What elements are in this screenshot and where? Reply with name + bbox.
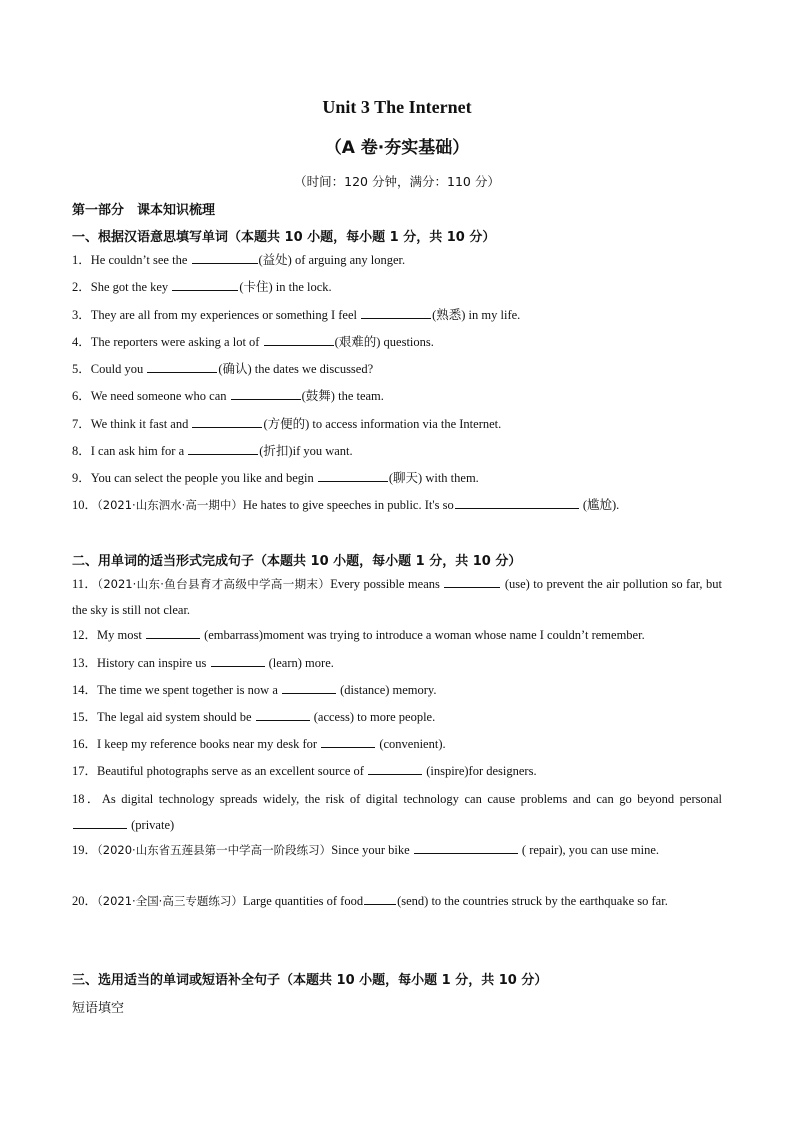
answer-blank[interactable] [192,415,262,428]
question-text-before: He couldn’t see the [90,253,191,267]
question-source: （2021·全国·高三专题练习） [97,894,243,908]
question-3 [72,302,722,328]
question-text-after: (熟悉) in my life. [432,308,521,322]
question-text-after: (inspire)for designers. [423,764,537,778]
answer-blank[interactable] [318,469,388,482]
question-text-after: (聊天) with them. [388,471,479,485]
question-text-before: As digital technology spreads widely, the risk of digital technology can cause problems and can go beyond personal [101,792,722,806]
question-number: 14． [72,683,98,697]
question-number: 10． [72,498,98,512]
question-number: 1． [72,253,91,267]
question-number: 20． [72,894,98,908]
answer-blank[interactable] [192,251,258,264]
question-number: 19． [72,843,98,857]
question-number: 11． [72,577,98,591]
question-text-after: (鼓舞) the team. [301,389,384,403]
question-number: 2． [72,280,91,294]
answer-blank[interactable] [368,762,422,775]
question-text-after: (方便的) to access information via the Internet. [263,417,502,431]
question-number: 12． [72,628,98,642]
question-number: 8． [72,444,91,458]
section3-subheading: 短语填空 [72,1001,125,1016]
question-text-before: Since your bike [331,843,413,857]
question-text-after: (use) to prevent the air pollution so far, but the sky is still not clear. [72,577,722,617]
question-8 [72,438,722,464]
part-heading: 第一部分 课本知识梳理 [72,203,216,218]
question-number: 7． [72,417,91,431]
answer-blank[interactable] [147,360,217,373]
answer-blank[interactable] [211,654,265,667]
answer-blank[interactable] [231,387,301,400]
page-subtitle: （A 卷·夯实基础） [324,138,470,158]
answer-blank[interactable] [73,816,127,829]
answer-blank[interactable] [414,841,518,854]
answer-blank[interactable] [264,333,334,346]
question-text-before: Every possible means [330,577,444,591]
section1-heading: 一、根据汉语意思填写单词（本题共 10 小题，每小题 1 分，共 10 分） [72,230,496,245]
question-15 [72,704,722,730]
question-text-before: She got the key [90,280,172,294]
question-text-before: Beautiful photographs serve as an excellent source of [97,764,368,778]
question-text-before: We need someone who can [90,389,230,403]
question-text-before: The time we spent together is now a [97,683,281,697]
question-18 [72,786,722,838]
question-14 [72,677,722,703]
question-text-after: (send) to the countries struck by the earthquake so far. [397,894,668,908]
question-text-after: (确认) the dates we discussed? [218,362,374,376]
question-number: 16． [72,737,98,751]
question-text-before: History can inspire us [97,656,210,670]
question-10 [72,492,722,518]
answer-blank[interactable] [146,626,200,639]
page-title: Unit 3 The Internet [322,97,472,117]
question-text-after: (艰难的) questions. [334,335,434,349]
question-number: 4． [72,335,91,349]
question-text-before: They are all from my experiences or something I feel [90,308,361,322]
question-11 [72,571,722,623]
question-number: 18． [72,792,102,806]
question-text-after: (access) to more people. [310,710,436,724]
question-text-before: I keep my reference books near my desk for [97,737,321,751]
question-text-after: ( repair), you can use mine. [518,843,660,857]
question-text-after: (卡住) in the lock. [239,280,332,294]
question-text-after: (learn) more. [265,656,334,670]
question-source: （2021·山东泗水·高一期中） [97,498,243,512]
question-number: 15． [72,710,98,724]
question-text-before: You can select the people you like and begin [90,471,317,485]
question-text-before: Could you [90,362,147,376]
answer-blank[interactable] [455,496,579,509]
question-text-after: (尴尬). [579,498,620,512]
question-9 [72,465,722,491]
question-17 [72,758,722,784]
question-number: 5． [72,362,91,376]
question-text-after: (益处) of arguing any longer. [258,253,406,267]
question-16 [72,731,722,757]
question-number: 3． [72,308,91,322]
question-number: 6． [72,389,91,403]
question-source: （2020·山东省五莲县第一中学高一阶段练习） [97,843,332,857]
answer-blank[interactable] [361,306,431,319]
answer-blank[interactable] [364,892,396,905]
question-text-after: (convenient). [376,737,446,751]
question-text-after: (embarrass)moment was trying to introduce a woman whose name I couldn’t remember. [200,628,645,642]
question-text-before: We think it fast and [90,417,192,431]
question-12 [72,622,722,648]
section3-heading: 三、选用适当的单词或短语补全句子（本题共 10 小题，每小题 1 分，共 10 分） [72,973,548,988]
question-text-before: The legal aid system should be [97,710,255,724]
question-number: 17． [72,764,98,778]
answer-blank[interactable] [444,575,500,588]
question-text-after: (private) [128,818,175,832]
answer-blank[interactable] [282,681,336,694]
answer-blank[interactable] [172,278,238,291]
question-20 [72,888,722,914]
question-text-before: Large quantities of food [242,894,364,908]
question-19 [72,837,722,863]
answer-blank[interactable] [188,442,258,455]
question-text-after: (折扣)if you want. [259,444,353,458]
question-text-after: (distance) memory. [337,683,437,697]
question-text-before: The reporters were asking a lot of [90,335,263,349]
question-5 [72,356,722,382]
question-source: （2021·山东·鱼台县育才高级中学高一期末） [97,577,331,591]
question-text-before: He hates to give speeches in public. It's so [242,498,454,512]
question-7 [72,411,722,437]
answer-blank[interactable] [321,735,375,748]
question-6 [72,383,722,409]
question-1 [72,247,722,273]
question-2 [72,274,722,300]
question-text-before: I can ask him for a [90,444,188,458]
question-number: 13． [72,656,98,670]
question-4 [72,329,722,355]
question-text-before: My most [97,628,145,642]
question-number: 9． [72,471,91,485]
section2-heading: 二、用单词的适当形式完成句子（本题共 10 小题，每小题 1 分，共 10 分） [72,554,522,569]
question-13 [72,650,722,676]
time-info: （时间：120 分钟，满分：110 分） [294,174,500,189]
answer-blank[interactable] [256,708,310,721]
